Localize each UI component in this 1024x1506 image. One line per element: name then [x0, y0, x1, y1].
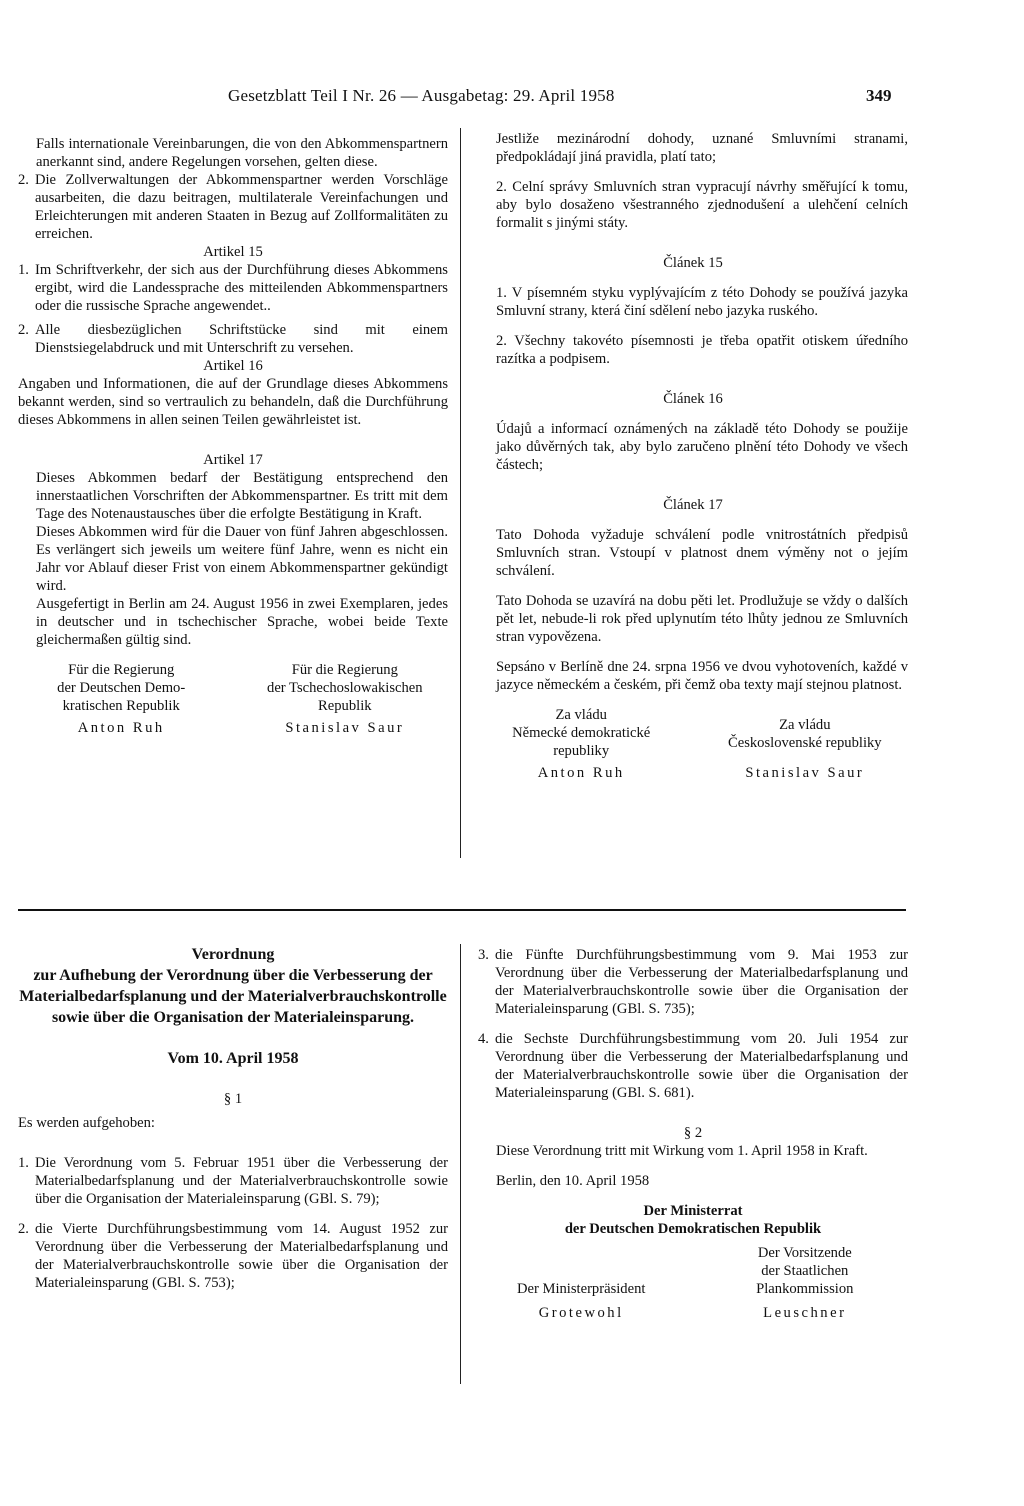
- ordinance-right-column: [478, 946, 908, 1322]
- signature-block: [478, 1244, 908, 1322]
- signature-line: Für die Regierung: [291, 662, 398, 678]
- signature-line: Der Vorsitzende: [757, 1245, 852, 1261]
- item-text: Alle diesbezüglichen Schriftstücke sind mit einem Dienstsiegelabdruck und mit Unterschrift zu versehen.: [34, 322, 448, 356]
- signature-gdr: [478, 706, 684, 782]
- article-paragraph: Tato Dohoda vyžaduje schválení podle vnitrostátních předpisů Smluvních stran. Vstoupí v platnost dnem výměny not o jejím schválení.: [496, 527, 908, 579]
- item-number: 2.: [18, 322, 29, 338]
- section-divider: [18, 909, 906, 911]
- treaty-czech-column: [478, 130, 908, 782]
- signature-line: Republik: [318, 698, 372, 714]
- article-paragraph: Ausgefertigt in Berlin am 24. August 1956 in zwei Exemplaren, jedes in deutscher und in tschechischer Sprache, wobei beide Texte gleichermaßen gültig sind.: [36, 596, 448, 648]
- column-divider-bottom: [460, 944, 461, 1384]
- item-text: die Vierte Durchführungsbestimmung vom 14. August 1952 zur Verordnung über die Verbesserung der Materialbedarfsplanung und der Materialverbrauchskontrolle sowie über die Organisation der Materialeinsparung (GBl. S. 753);: [34, 1221, 448, 1291]
- list-item: [18, 1154, 448, 1208]
- item-number: 1.: [18, 262, 29, 278]
- item-number: 2.: [18, 1221, 29, 1237]
- signature-csr: [702, 706, 908, 782]
- signature-line: Für die Regierung: [68, 662, 175, 678]
- item-number: 4.: [478, 1031, 489, 1047]
- signature-line: Der Ministerpräsident: [516, 1281, 646, 1297]
- council-name: der Deutschen Demokratischen Republik: [564, 1221, 822, 1237]
- signature-line: der Deutschen Demo-: [57, 680, 186, 696]
- article-paragraph: 1. V písemném styku vyplývajícím z této Dohody se používá jazyka Smluvní strany, která činí sdělení nebo jazyka ruského.: [496, 285, 908, 319]
- article-paragraph: 2. Celní správy Smluvních stran vypracují návrhy směřující k tomu, aby bylo dosaženo všestranného zjednodušení a ulehčení celních formalit s jinými státy.: [496, 179, 908, 231]
- signature-csr: [242, 661, 448, 737]
- article-heading: Článek 16: [663, 391, 723, 407]
- section-paragraph: Diese Verordnung tritt mit Wirkung vom 1. April 1958 in Kraft.: [496, 1143, 868, 1159]
- ordinance-left-column: [18, 944, 448, 1292]
- council-name: Der Ministerrat: [643, 1203, 743, 1219]
- article-paragraph: Tato Dohoda se uzavírá na dobu pěti let. Prodlužuje se vždy o dalších pět let, nebude-li rok před uplynutím této lhůty jednou ze Smluvních stran vypovězena.: [496, 593, 908, 645]
- signature-block: [18, 661, 448, 737]
- place-date: Berlin, den 10. April 1958: [496, 1173, 650, 1189]
- article-heading: Artikel 16: [203, 358, 263, 374]
- signature-block: [478, 706, 908, 782]
- article-heading: Artikel 17: [203, 452, 263, 468]
- list-item: [18, 1220, 448, 1292]
- article-heading: Článek 17: [663, 497, 723, 513]
- item-text: Im Schriftverkehr, der sich aus der Durchführung dieses Abkommens ergibt, wird die Landessprache des mitteilenden Abkommenspartners oder die russische Sprache angewendet..: [34, 262, 448, 314]
- header-title: Gesetzblatt Teil I Nr. 26 — Ausgabetag: 29. April 1958: [228, 86, 615, 105]
- item-text: Die Verordnung vom 5. Februar 1951 über die Verbesserung der Materialbedarfsplanung und der Materialverbrauchskontrolle sowie über die Organisation der Materialeinsparung (GBl. S. 79);: [34, 1155, 448, 1207]
- list-item: [18, 171, 448, 243]
- article-heading: Článek 15: [663, 255, 723, 271]
- signatory-name: Stanislav Saur: [285, 720, 405, 736]
- page-number: 349: [866, 86, 892, 105]
- signature-line: Plankommission: [756, 1281, 854, 1297]
- ordinance-title: [18, 944, 448, 1028]
- intro-paragraph: Jestliže mezinárodní dohody, uznané Smluvními stranami, předpokládají jiná pravidla, platí tato;: [496, 131, 908, 165]
- signature-gdr: [18, 661, 224, 737]
- article-paragraph: Sepsáno v Berlíně dne 24. srpna 1956 ve dvou vyhotoveních, každé v jazyce německém a českém, při čemž oba texty mají stejnou platnost.: [496, 659, 908, 693]
- signatory-name: Leuschner: [763, 1305, 847, 1321]
- signature-line: der Tschechoslowakischen: [267, 680, 423, 696]
- list-item: [18, 261, 448, 315]
- article-paragraph: 2. Všechny takovéto písemnosti je třeba opatřit otiskem úředního razítka a podpisem.: [496, 333, 908, 367]
- intro-paragraph: Falls internationale Vereinbarungen, die von den Abkommenspartnern anerkannt sind, andere Regelungen vorsehen, gelten diese.: [36, 136, 448, 170]
- item-text: Die Zollverwaltungen der Abkommenspartner werden Vorschläge ausarbeiten, die dazu beitragen, multilaterale Vereinfachungen und Erleichterungen mit anderen Staaten in Bezug auf Zollformalitäten zu erreichen.: [34, 172, 448, 242]
- article-paragraph: Dieses Abkommen bedarf der Bestätigung entsprechend den innerstaatlichen Vorschriften der Abkommenspartner. Es tritt mit dem Tage des Notenaustausches über die erfolgte Bestätigung in Kraft.: [36, 470, 448, 522]
- column-divider-top: [460, 128, 461, 858]
- list-item: [478, 1030, 908, 1102]
- section-intro: Es werden aufgehoben:: [18, 1115, 155, 1131]
- signature-line: Za vládu: [779, 717, 831, 733]
- item-number: 1.: [18, 1155, 29, 1171]
- list-item: [18, 321, 448, 357]
- ordinance-date: Vom 10. April 1958: [167, 1050, 299, 1067]
- signature-line: Za vládu: [555, 707, 607, 723]
- section-heading: § 1: [223, 1091, 243, 1107]
- signature-line: Československé republiky: [727, 735, 882, 751]
- treaty-german-column: [18, 135, 448, 737]
- list-item: [478, 946, 908, 1018]
- ordinance-title-main: Verordnung: [191, 946, 275, 963]
- signature-line: republiky: [553, 743, 610, 759]
- signatory-name: Anton Ruh: [537, 765, 625, 781]
- article-paragraph: Dieses Abkommen wird für die Dauer von fünf Jahren abgeschlossen. Es verlängert sich jeweils um weitere fünf Jahre, wenn es nicht ein Jahr vor Ablauf dieser Frist von einem Abkommenspartner gekündigt wird.: [36, 524, 448, 594]
- signatory-name: Anton Ruh: [77, 720, 165, 736]
- signature-line: der Staatlichen: [761, 1263, 849, 1279]
- item-text: die Sechste Durchführungsbestimmung vom 20. Juli 1954 zur Verordnung über die Verbesserung der Materialbedarfsplanung und der Materialverbrauchskontrolle sowie über die Organisation der Materialeinsparung (GBl. S. 681).: [494, 1031, 908, 1101]
- signature-plan-commission: [702, 1244, 908, 1322]
- signature-line: Německé demokratické: [512, 725, 651, 741]
- signatory-name: Grotewohl: [538, 1305, 624, 1321]
- signature-prime-minister: [478, 1280, 684, 1322]
- signatory-name: Stanislav Saur: [745, 765, 865, 781]
- article-paragraph: Údajů a informací oznámených na základě této Dohody se použije jako důvěrných tak, aby bylo zaručeno plnění této Dohody ve všech částech;: [496, 421, 908, 473]
- signature-line: kratischen Republik: [62, 698, 180, 714]
- page-header: [0, 86, 1024, 110]
- item-number: 3.: [478, 947, 489, 963]
- item-number: 2.: [18, 172, 29, 188]
- section-heading: § 2: [683, 1125, 703, 1141]
- article-paragraph: Angaben und Informationen, die auf der Grundlage dieses Abkommens bekannt werden, sind so vertraulich zu behandeln, daß die Durchführung dieses Abkommens in allen seinen Teilen gewährleistet ist.: [18, 376, 448, 428]
- article-heading: Artikel 15: [203, 244, 263, 260]
- item-text: die Fünfte Durchführungsbestimmung vom 9. Mai 1953 zur Verordnung über die Verbesserung der Materialbedarfsplanung und der Materialverbrauchskontrolle sowie über die Organisation der Materialeinsparung (GBl. S. 735);: [494, 947, 908, 1017]
- ordinance-title-sub: zur Aufhebung der Verordnung über die Verbesserung der Materialbedarfsplanung und der Materialverbrauchskontrolle sowie über die Organisation der Materialeinsparung.: [19, 967, 447, 1026]
